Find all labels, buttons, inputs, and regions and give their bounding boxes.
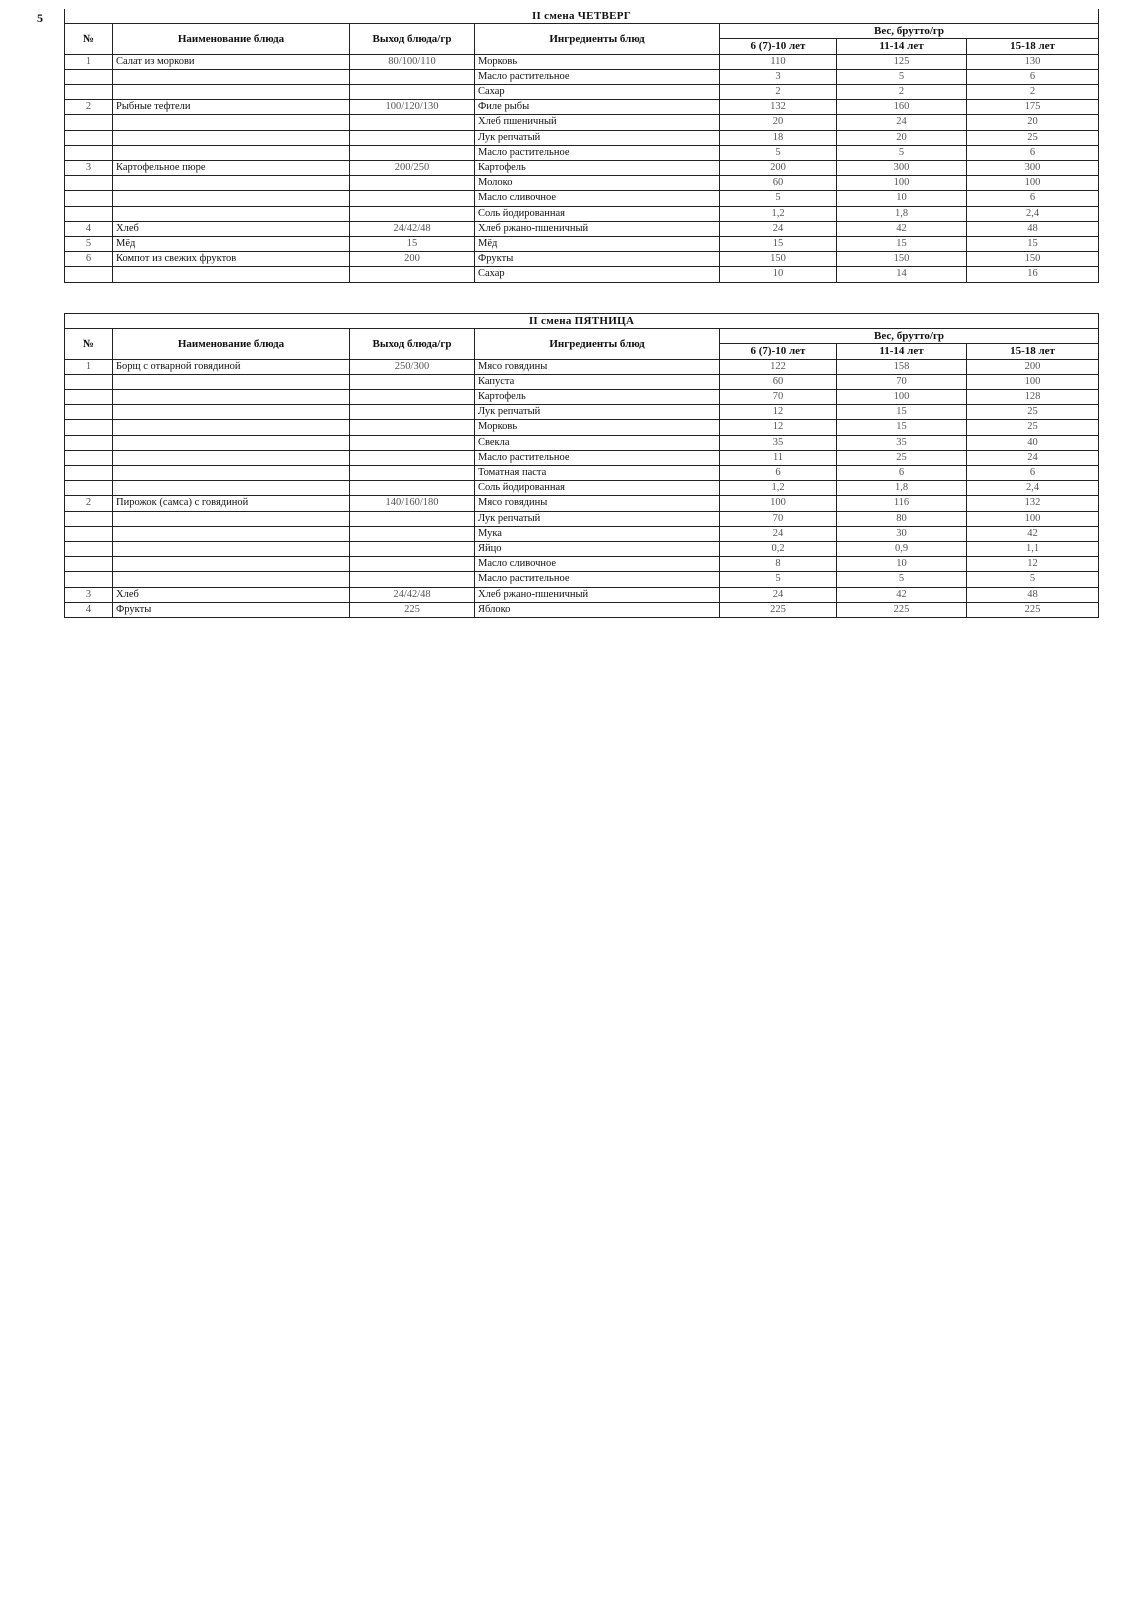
cell-weight-6-10: 0,2 xyxy=(720,542,837,557)
cell-weight-6-10: 24 xyxy=(720,221,837,236)
cell-weight-6-10: 6 xyxy=(720,466,837,481)
cell-num xyxy=(65,267,113,282)
cell-ingredient: Масло растительное xyxy=(475,69,720,84)
cell-yield xyxy=(350,176,475,191)
cell-weight-15-18: 200 xyxy=(967,359,1099,374)
table-row xyxy=(65,572,1099,587)
cell-ingredient: Масло сливочное xyxy=(475,191,720,206)
table-row xyxy=(65,496,1099,511)
cell-weight-6-10: 110 xyxy=(720,54,837,69)
cell-weight-15-18: 16 xyxy=(967,267,1099,282)
cell-yield xyxy=(350,526,475,541)
cell-ingredient: Масло растительное xyxy=(475,145,720,160)
cell-yield: 100/120/130 xyxy=(350,100,475,115)
cell-weight-6-10: 1,2 xyxy=(720,481,837,496)
cell-weight-15-18: 6 xyxy=(967,191,1099,206)
cell-dish xyxy=(113,481,350,496)
cell-weight-11-14: 42 xyxy=(837,221,967,236)
cell-dish xyxy=(113,572,350,587)
cell-weight-11-14: 5 xyxy=(837,145,967,160)
cell-num xyxy=(65,115,113,130)
cell-yield xyxy=(350,85,475,100)
cell-num xyxy=(65,206,113,221)
cell-num xyxy=(65,176,113,191)
cell-dish: Рыбные тефтели xyxy=(113,100,350,115)
cell-num xyxy=(65,557,113,572)
cell-weight-15-18: 100 xyxy=(967,511,1099,526)
cell-weight-15-18: 6 xyxy=(967,145,1099,160)
table-row xyxy=(65,587,1099,602)
cell-weight-15-18: 20 xyxy=(967,115,1099,130)
cell-weight-11-14: 30 xyxy=(837,526,967,541)
cell-num: 5 xyxy=(65,237,113,252)
cell-dish xyxy=(113,267,350,282)
cell-num xyxy=(65,511,113,526)
cell-num: 1 xyxy=(65,359,113,374)
cell-weight-15-18: 150 xyxy=(967,252,1099,267)
cell-weight-11-14: 15 xyxy=(837,405,967,420)
table-row xyxy=(65,191,1099,206)
cell-num xyxy=(65,69,113,84)
cell-weight-6-10: 70 xyxy=(720,390,837,405)
table-row xyxy=(65,557,1099,572)
cell-weight-15-18: 2,4 xyxy=(967,206,1099,221)
cell-yield xyxy=(350,511,475,526)
cell-num xyxy=(65,374,113,389)
cell-weight-6-10: 5 xyxy=(720,572,837,587)
cell-num: 6 xyxy=(65,252,113,267)
cell-weight-15-18: 1,1 xyxy=(967,542,1099,557)
header-age-6-10: 6 (7)-10 лет xyxy=(720,39,837,54)
cell-yield: 140/160/180 xyxy=(350,496,475,511)
cell-weight-11-14: 14 xyxy=(837,267,967,282)
table-row xyxy=(65,69,1099,84)
cell-dish xyxy=(113,390,350,405)
cell-weight-11-14: 300 xyxy=(837,161,967,176)
cell-num xyxy=(65,85,113,100)
cell-yield xyxy=(350,420,475,435)
cell-dish xyxy=(113,191,350,206)
header-age-15-18: 15-18 лет xyxy=(967,39,1099,54)
cell-ingredient: Лук репчатый xyxy=(475,405,720,420)
table-row xyxy=(65,359,1099,374)
cell-weight-15-18: 225 xyxy=(967,602,1099,617)
cell-weight-11-14: 15 xyxy=(837,420,967,435)
cell-yield xyxy=(350,542,475,557)
header-num: № xyxy=(65,329,113,359)
cell-weight-11-14: 24 xyxy=(837,115,967,130)
cell-weight-6-10: 132 xyxy=(720,100,837,115)
cell-weight-15-18: 24 xyxy=(967,450,1099,465)
cell-ingredient: Томатная паста xyxy=(475,466,720,481)
cell-num xyxy=(65,466,113,481)
cell-weight-11-14: 1,8 xyxy=(837,481,967,496)
cell-dish xyxy=(113,206,350,221)
cell-weight-11-14: 2 xyxy=(837,85,967,100)
table-row xyxy=(65,237,1099,252)
cell-weight-6-10: 100 xyxy=(720,496,837,511)
cell-weight-11-14: 100 xyxy=(837,390,967,405)
cell-yield xyxy=(350,267,475,282)
cell-ingredient: Мясо говядины xyxy=(475,496,720,511)
cell-dish xyxy=(113,130,350,145)
cell-weight-6-10: 60 xyxy=(720,176,837,191)
cell-weight-11-14: 10 xyxy=(837,557,967,572)
table-row xyxy=(65,542,1099,557)
table-title: II смена ЧЕТВЕРГ xyxy=(65,9,1099,24)
cell-num xyxy=(65,450,113,465)
cell-ingredient: Хлеб ржано-пшеничный xyxy=(475,587,720,602)
cell-num xyxy=(65,572,113,587)
table-row xyxy=(65,54,1099,69)
cell-weight-6-10: 150 xyxy=(720,252,837,267)
cell-weight-15-18: 5 xyxy=(967,572,1099,587)
cell-weight-15-18: 2,4 xyxy=(967,481,1099,496)
cell-weight-11-14: 6 xyxy=(837,466,967,481)
header-age-11-14: 11-14 лет xyxy=(837,39,967,54)
cell-weight-6-10: 12 xyxy=(720,420,837,435)
cell-ingredient: Лук репчатый xyxy=(475,511,720,526)
cell-dish xyxy=(113,466,350,481)
cell-num: 3 xyxy=(65,587,113,602)
cell-ingredient: Хлеб ржано-пшеничный xyxy=(475,221,720,236)
cell-yield xyxy=(350,206,475,221)
cell-ingredient: Мука xyxy=(475,526,720,541)
cell-yield xyxy=(350,130,475,145)
cell-ingredient: Мясо говядины xyxy=(475,359,720,374)
cell-num: 4 xyxy=(65,221,113,236)
cell-dish xyxy=(113,115,350,130)
cell-ingredient: Хлеб пшеничный xyxy=(475,115,720,130)
table-row xyxy=(65,481,1099,496)
cell-dish: Салат из моркови xyxy=(113,54,350,69)
cell-num xyxy=(65,191,113,206)
cell-weight-15-18: 42 xyxy=(967,526,1099,541)
cell-weight-11-14: 80 xyxy=(837,511,967,526)
cell-yield: 200/250 xyxy=(350,161,475,176)
cell-weight-6-10: 12 xyxy=(720,405,837,420)
table-row xyxy=(65,100,1099,115)
cell-dish xyxy=(113,511,350,526)
cell-ingredient: Масло растительное xyxy=(475,572,720,587)
cell-weight-11-14: 160 xyxy=(837,100,967,115)
cell-weight-11-14: 35 xyxy=(837,435,967,450)
cell-weight-11-14: 158 xyxy=(837,359,967,374)
cell-weight-11-14: 150 xyxy=(837,252,967,267)
cell-num: 1 xyxy=(65,54,113,69)
cell-weight-6-10: 15 xyxy=(720,237,837,252)
cell-weight-15-18: 40 xyxy=(967,435,1099,450)
cell-ingredient: Фрукты xyxy=(475,252,720,267)
cell-num xyxy=(65,420,113,435)
table-row xyxy=(65,374,1099,389)
cell-ingredient: Сахар xyxy=(475,85,720,100)
cell-weight-6-10: 225 xyxy=(720,602,837,617)
cell-weight-11-14: 20 xyxy=(837,130,967,145)
cell-yield xyxy=(350,145,475,160)
cell-weight-15-18: 15 xyxy=(967,237,1099,252)
cell-weight-15-18: 100 xyxy=(967,374,1099,389)
table-row xyxy=(65,405,1099,420)
cell-ingredient: Молоко xyxy=(475,176,720,191)
cell-weight-11-14: 125 xyxy=(837,54,967,69)
cell-dish xyxy=(113,176,350,191)
cell-yield: 200 xyxy=(350,252,475,267)
cell-ingredient: Капуста xyxy=(475,374,720,389)
cell-ingredient: Яблоко xyxy=(475,602,720,617)
header-age-15-18: 15-18 лет xyxy=(967,344,1099,359)
cell-yield: 24/42/48 xyxy=(350,587,475,602)
cell-dish: Хлеб xyxy=(113,587,350,602)
menu-table-thursday xyxy=(64,9,1099,283)
cell-dish xyxy=(113,420,350,435)
cell-yield xyxy=(350,557,475,572)
cell-ingredient: Сахар xyxy=(475,267,720,282)
cell-ingredient: Мёд xyxy=(475,237,720,252)
cell-weight-6-10: 5 xyxy=(720,191,837,206)
table-row xyxy=(65,221,1099,236)
cell-weight-6-10: 8 xyxy=(720,557,837,572)
table-row xyxy=(65,466,1099,481)
cell-num: 2 xyxy=(65,496,113,511)
cell-weight-6-10: 18 xyxy=(720,130,837,145)
cell-num: 4 xyxy=(65,602,113,617)
cell-weight-15-18: 48 xyxy=(967,587,1099,602)
table-row xyxy=(65,435,1099,450)
cell-dish xyxy=(113,85,350,100)
cell-weight-6-10: 60 xyxy=(720,374,837,389)
cell-dish: Мёд xyxy=(113,237,350,252)
table-row xyxy=(65,176,1099,191)
cell-ingredient: Свекла xyxy=(475,435,720,450)
cell-yield: 24/42/48 xyxy=(350,221,475,236)
cell-ingredient: Лук репчатый xyxy=(475,130,720,145)
cell-dish: Хлеб xyxy=(113,221,350,236)
cell-dish: Пирожок (самса) с говядиной xyxy=(113,496,350,511)
cell-num xyxy=(65,145,113,160)
cell-weight-6-10: 200 xyxy=(720,161,837,176)
cell-dish xyxy=(113,374,350,389)
cell-ingredient: Соль йодированная xyxy=(475,206,720,221)
cell-ingredient: Морковь xyxy=(475,420,720,435)
cell-weight-15-18: 100 xyxy=(967,176,1099,191)
cell-num xyxy=(65,405,113,420)
cell-weight-6-10: 5 xyxy=(720,145,837,160)
table-row xyxy=(65,526,1099,541)
table-row xyxy=(65,85,1099,100)
table-row xyxy=(65,420,1099,435)
cell-weight-15-18: 175 xyxy=(967,100,1099,115)
cell-dish xyxy=(113,526,350,541)
cell-weight-6-10: 35 xyxy=(720,435,837,450)
cell-ingredient: Масло сливочное xyxy=(475,557,720,572)
header-age-11-14: 11-14 лет xyxy=(837,344,967,359)
cell-yield: 15 xyxy=(350,237,475,252)
cell-yield: 250/300 xyxy=(350,359,475,374)
cell-weight-15-18: 6 xyxy=(967,466,1099,481)
cell-weight-6-10: 122 xyxy=(720,359,837,374)
cell-num xyxy=(65,542,113,557)
cell-weight-11-14: 100 xyxy=(837,176,967,191)
cell-weight-15-18: 25 xyxy=(967,130,1099,145)
table-row xyxy=(65,252,1099,267)
cell-weight-11-14: 1,8 xyxy=(837,206,967,221)
cell-dish: Картофельное пюре xyxy=(113,161,350,176)
cell-weight-15-18: 130 xyxy=(967,54,1099,69)
table-row xyxy=(65,145,1099,160)
cell-weight-15-18: 12 xyxy=(967,557,1099,572)
cell-weight-6-10: 1,2 xyxy=(720,206,837,221)
cell-num xyxy=(65,526,113,541)
cell-weight-6-10: 70 xyxy=(720,511,837,526)
cell-dish xyxy=(113,405,350,420)
cell-weight-6-10: 2 xyxy=(720,85,837,100)
cell-yield xyxy=(350,115,475,130)
cell-ingredient: Морковь xyxy=(475,54,720,69)
cell-dish xyxy=(113,435,350,450)
cell-dish: Компот из свежих фруктов xyxy=(113,252,350,267)
table-row xyxy=(65,115,1099,130)
cell-weight-15-18: 128 xyxy=(967,390,1099,405)
cell-dish xyxy=(113,145,350,160)
menu-table-friday xyxy=(64,313,1099,618)
cell-weight-15-18: 132 xyxy=(967,496,1099,511)
cell-yield xyxy=(350,374,475,389)
header-num: № xyxy=(65,24,113,54)
cell-ingredient: Картофель xyxy=(475,161,720,176)
cell-yield xyxy=(350,390,475,405)
cell-ingredient: Филе рыбы xyxy=(475,100,720,115)
table-row xyxy=(65,602,1099,617)
header-dish: Наименование блюда xyxy=(113,329,350,359)
header-ingredients: Ингредиенты блюд xyxy=(475,24,720,54)
cell-num xyxy=(65,130,113,145)
cell-weight-15-18: 2 xyxy=(967,85,1099,100)
header-yield: Выход блюда/гр xyxy=(350,24,475,54)
table-row xyxy=(65,161,1099,176)
cell-weight-11-14: 10 xyxy=(837,191,967,206)
cell-weight-11-14: 5 xyxy=(837,69,967,84)
header-yield: Выход блюда/гр xyxy=(350,329,475,359)
cell-weight-11-14: 25 xyxy=(837,450,967,465)
cell-yield: 225 xyxy=(350,602,475,617)
cell-weight-15-18: 300 xyxy=(967,161,1099,176)
cell-weight-15-18: 6 xyxy=(967,69,1099,84)
cell-ingredient: Яйцо xyxy=(475,542,720,557)
cell-yield xyxy=(350,450,475,465)
cell-weight-6-10: 11 xyxy=(720,450,837,465)
cell-dish: Фрукты xyxy=(113,602,350,617)
cell-weight-11-14: 5 xyxy=(837,572,967,587)
cell-yield xyxy=(350,572,475,587)
cell-yield xyxy=(350,466,475,481)
table-row xyxy=(65,206,1099,221)
cell-num: 2 xyxy=(65,100,113,115)
cell-weight-6-10: 3 xyxy=(720,69,837,84)
table-row xyxy=(65,267,1099,282)
cell-ingredient: Масло растительное xyxy=(475,450,720,465)
cell-num xyxy=(65,481,113,496)
cell-yield xyxy=(350,191,475,206)
cell-ingredient: Картофель xyxy=(475,390,720,405)
cell-weight-11-14: 42 xyxy=(837,587,967,602)
cell-num xyxy=(65,435,113,450)
cell-num xyxy=(65,390,113,405)
cell-weight-11-14: 0,9 xyxy=(837,542,967,557)
cell-dish xyxy=(113,450,350,465)
cell-yield xyxy=(350,405,475,420)
cell-num: 3 xyxy=(65,161,113,176)
cell-dish xyxy=(113,542,350,557)
cell-yield xyxy=(350,69,475,84)
cell-weight-11-14: 70 xyxy=(837,374,967,389)
cell-weight-11-14: 225 xyxy=(837,602,967,617)
table-row xyxy=(65,450,1099,465)
cell-weight-15-18: 25 xyxy=(967,420,1099,435)
cell-weight-11-14: 116 xyxy=(837,496,967,511)
page-number: 5 xyxy=(37,11,43,25)
table-row xyxy=(65,130,1099,145)
cell-dish: Борщ с отварной говядиной xyxy=(113,359,350,374)
cell-yield xyxy=(350,435,475,450)
cell-yield: 80/100/110 xyxy=(350,54,475,69)
header-weight: Вес, брутто/гр xyxy=(720,329,1099,344)
header-ingredients: Ингредиенты блюд xyxy=(475,329,720,359)
cell-ingredient: Соль йодированная xyxy=(475,481,720,496)
cell-weight-15-18: 25 xyxy=(967,405,1099,420)
cell-weight-6-10: 24 xyxy=(720,587,837,602)
header-dish: Наименование блюда xyxy=(113,24,350,54)
cell-weight-11-14: 15 xyxy=(837,237,967,252)
cell-weight-6-10: 10 xyxy=(720,267,837,282)
table-row xyxy=(65,390,1099,405)
cell-weight-6-10: 20 xyxy=(720,115,837,130)
header-age-6-10: 6 (7)-10 лет xyxy=(720,344,837,359)
cell-dish xyxy=(113,557,350,572)
cell-weight-15-18: 48 xyxy=(967,221,1099,236)
header-weight: Вес, брутто/гр xyxy=(720,24,1099,39)
cell-dish xyxy=(113,69,350,84)
table-row xyxy=(65,511,1099,526)
cell-weight-6-10: 24 xyxy=(720,526,837,541)
table-title: II смена ПЯТНИЦА xyxy=(65,314,1099,329)
cell-yield xyxy=(350,481,475,496)
